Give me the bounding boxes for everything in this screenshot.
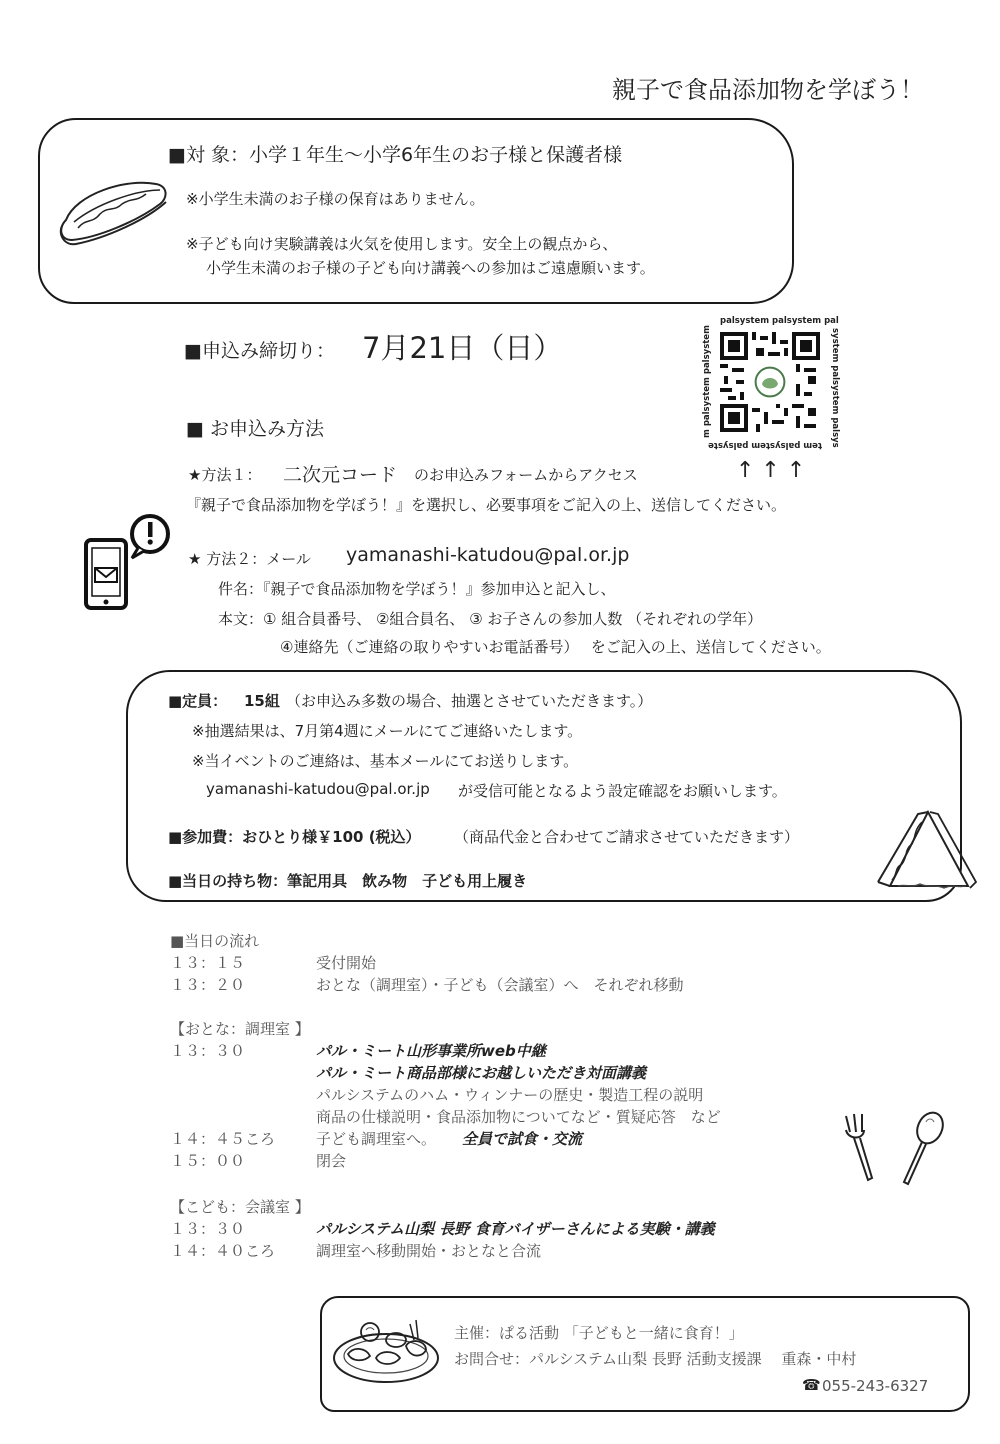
page-title: 親子で食品添加物を学ぼう！ [612,76,924,104]
qr-pointer-arrows: ↑ ↑ ↑ [736,458,806,483]
footer-host: 主催：ぱる活動 「子どもと一緒に食育！」 [454,1324,744,1342]
deadline-date: 7月21日（日） [362,331,563,365]
target-note-1: ※小学生未満のお子様の保育はありません。 [186,190,485,208]
qr-text-right: system palsystem palsys [830,328,840,448]
adult-heading: 【おとな：調理室 】 [170,1020,310,1038]
adult-time-1: １３：３０ [170,1042,246,1060]
schedule-heading: ■当日の流れ [170,932,260,950]
sandwich-illustration [872,804,982,900]
body-line-2: ④連絡先（ご連絡の取りやすいお電話番号） をご記入の上、送信してください。 [280,638,831,656]
schedule-time: １３：１５ [170,954,246,972]
schedule-time: １３：２０ [170,976,246,994]
smartphone-mail-icon [80,512,176,612]
phone-icon: ☎ [802,1376,821,1394]
schedule-text: おとな（調理室）・子ども（会議室）へ それぞれ移動 [316,976,684,994]
apply-heading: ■ お申込み方法 [186,418,324,440]
qr-text-top: palsystem palsystem pal [720,316,839,326]
method1-main: 二次元コード [283,464,398,486]
capacity-value: 15組 [244,692,280,710]
adult-item-5: 子ども調理室へ。 [316,1130,437,1148]
adult-item-6: 閉会 [316,1152,347,1170]
qr-code[interactable] [702,316,840,450]
child-time-1: １３：３０ [170,1220,246,1238]
adult-time-3: １５：００ [170,1152,246,1170]
adult-item-3: パルシステムのハム・ウィンナーの歴史・製造工程の説明 [316,1086,704,1104]
body-line-1: 本文：① 組合員番号、 ②組合員名、 ③ お子さんの参加人数 （それぞれの学年） [218,610,763,628]
child-heading: 【こども：会議室 】 [170,1198,310,1216]
capacity-line-4: が受信可能となるよう設定確認をお願いします。 [458,782,787,800]
child-item-1: パルシステム山梨 長野 食育バイザーさんによる実験・講義 [316,1220,715,1238]
capacity-note: （お申込み多数の場合、抽選とさせていただきます。） [286,692,653,710]
bring-items: ■当日の持ち物：筆記用具 飲み物 子ども用上履き [168,872,528,890]
qr-text-bottom: tem palsystem palsyste [708,440,822,450]
method1-prefix: ★方法１： [188,466,262,484]
method2-email[interactable]: yamanashi-katudou@pal.or.jp [346,544,630,566]
food-plate-illustration [330,1310,442,1388]
target-heading: ■対 象：小学１年生〜小学6年生のお子様と保護者様 [168,144,623,166]
qr-matrix [720,332,820,432]
capacity-line-2: ※抽選結果は、7月第4週にメールにてご連絡いたします。 [192,722,583,740]
adult-item-2: パル・ミート商品部様にお越しいただき対面講義 [316,1064,647,1082]
child-time-2: １４：４０ころ [170,1242,276,1260]
fork-spoon-illustration [840,1110,950,1186]
adult-time-2: １４：４５ころ [170,1130,276,1148]
adult-item-1: パル・ミート山形事業所web中継 [316,1042,546,1060]
method1-line2: 『親子で食品添加物を学ぼう！』を選択し、必要事項をご記入の上、送信してください。 [186,496,787,514]
hotdog-illustration [56,176,172,250]
fee-label: ■参加費：おひとり様￥100 (税込） [168,828,421,846]
fee-note: （商品代金と合わせてご請求させていただきます） [454,828,800,846]
target-note-2-line2: 小学生未満のお子様の子ども向け講義への参加はご遠慮願います。 [206,259,655,277]
adult-item-4: 商品の仕様説明・食品添加物についてなど・質疑応答 など [316,1108,721,1126]
target-note-2-line1: ※子ども向け実験講義は火気を使用します。安全上の観点から、 [186,235,618,253]
capacity-label: ■定員： [168,692,228,710]
capacity-email[interactable]: yamanashi-katudou@pal.or.jp [206,780,430,798]
schedule-text: 受付開始 [316,954,377,972]
capacity-line-3: ※当イベントのご連絡は、基本メールにてお送りします。 [192,752,579,770]
child-item-2: 調理室へ移動開始・おとなと合流 [316,1242,542,1260]
subject-line: 件名：『親子で食品添加物を学ぼう！』参加申込と記入し、 [218,580,616,598]
method2-prefix: ★ 方法２：メール [188,550,311,568]
qr-text-left: m palsystem palsystem [702,325,712,438]
method1-suffix: のお申込みフォームからアクセス [414,466,638,484]
footer-contact: お問合せ：パルシステム山梨 長野 活動支援課 重森・中村 [454,1350,857,1368]
adult-item-5-emphasis: 全員で試食・交流 [462,1130,583,1148]
deadline-label: ■申込み締切り： [184,340,335,362]
footer-phone[interactable]: 055-243-6327 [822,1377,929,1395]
